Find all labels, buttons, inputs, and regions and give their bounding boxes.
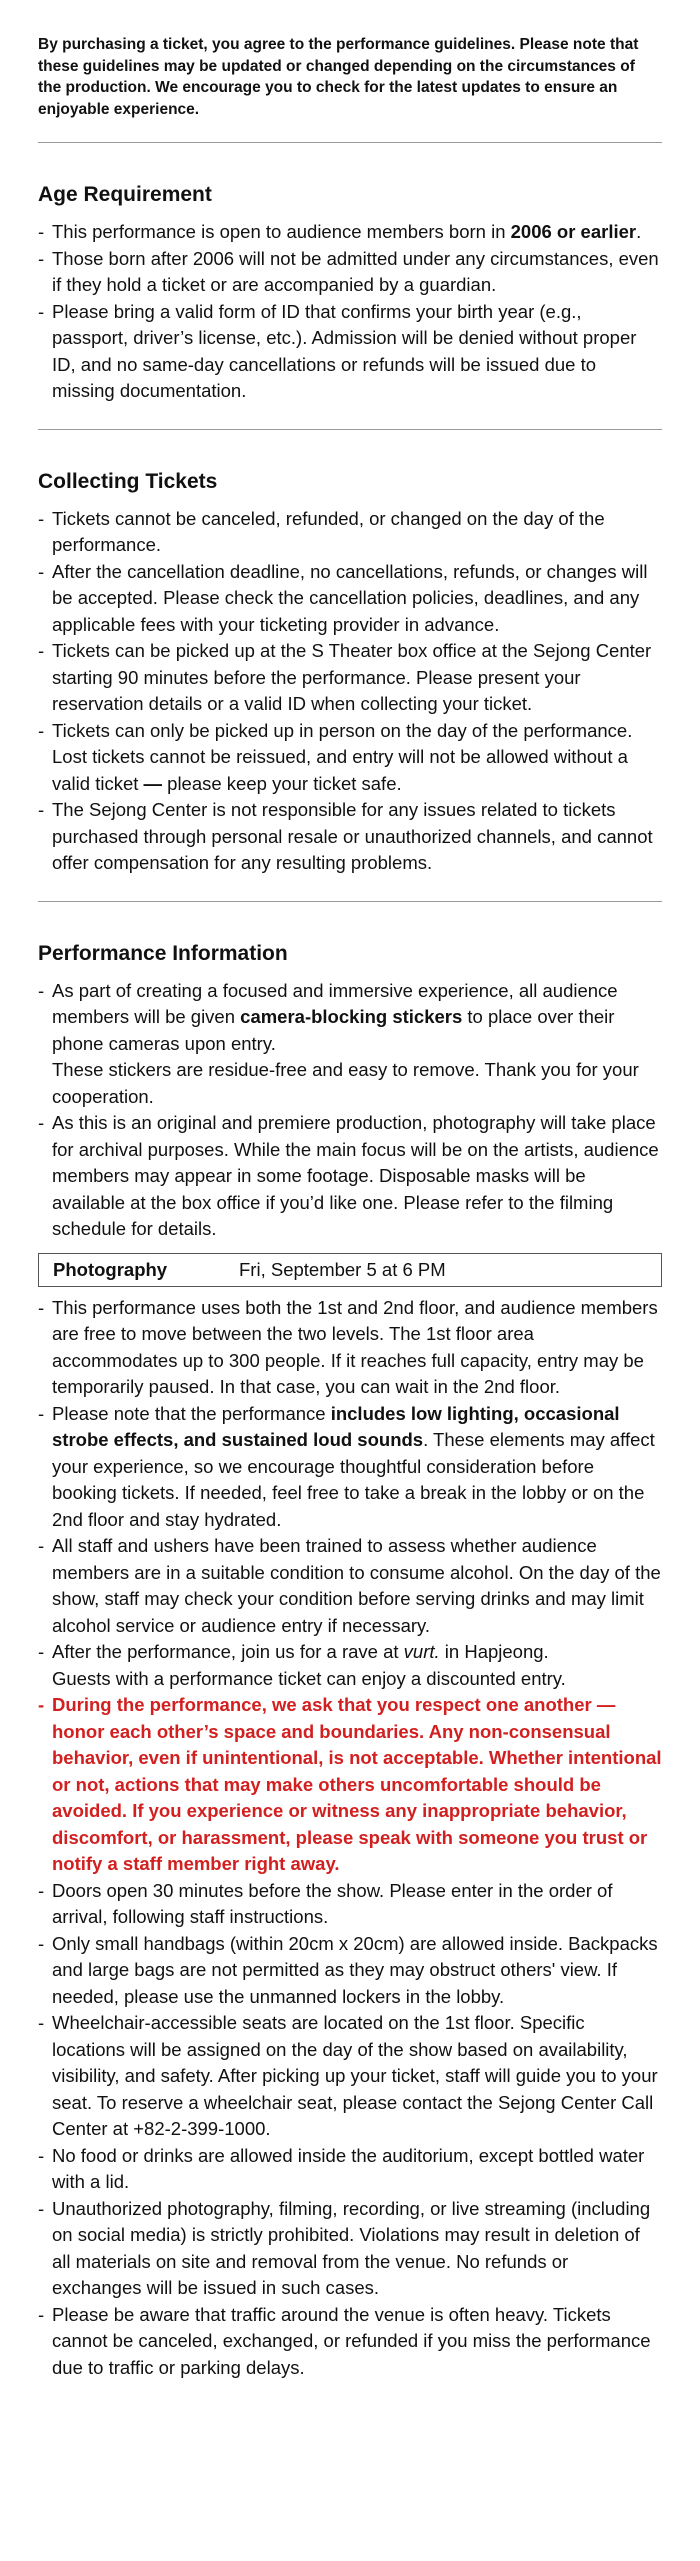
- list-item: - As this is an original and premiere production, photography will take place for archival purposes. While the main focus will be on the artists, audience members may appear in some footage. Disposable masks will be available at the box office if you’d like one. Please refer to the filming schedule for details.: [38, 1110, 662, 1243]
- list-item: - The Sejong Center is not responsible for any issues related to tickets purchased through personal resale or unauthorized channels, and cannot offer compensation for any resulting problems.: [38, 797, 662, 877]
- intro-notice: By purchasing a ticket, you agree to the performance guidelines. Please note that these guidelines may be updated or changed depending on the circumstances of the production. We encourage you to check for the latest updates to ensure an enjoyable experience.: [38, 36, 639, 118]
- list-item: - Tickets can be picked up at the S Theater box office at the Sejong Center starting 90 minutes before the performance. Please present your reservation details or a valid ID when collecting your ticket.: [38, 638, 662, 718]
- list-item: - All staff and ushers have been trained to assess whether audience members are in a suitable condition to consume alcohol. On the day of the show, staff may check your condition before serving drinks and may limit alcohol service or audience entry if necessary.: [38, 1533, 662, 1639]
- list-item: - Tickets cannot be canceled, refunded, or changed on the day of the performance.: [38, 506, 662, 559]
- section-title: Age Requirement: [38, 183, 212, 206]
- section-title: Collecting Tickets: [38, 469, 218, 493]
- list-item: - This performance uses both the 1st and 2nd floor, and audience members are free to move between the two levels. The 1st floor area accommodates up to 300 people. If it reaches full capacity, entry may be temporarily paused. In that case, you can wait in the 2nd floor.: [38, 1295, 662, 1401]
- list-item: - After the performance, join us for a rave at vurt. in Hapjeong. Guests with a performance ticket can enjoy a discounted entry.: [38, 1639, 662, 1692]
- list-item: - After the cancellation deadline, no cancellations, refunds, or changes will be accepted. Please check the cancellation policies, deadlines, and any applicable fees with your ticketing provider in advance.: [38, 559, 662, 639]
- sections-container: [38, 142, 662, 2405]
- list-item: - Please be aware that traffic around the venue is often heavy. Tickets cannot be canceled, exchanged, or refunded if you miss the performance due to traffic or parking delays.: [38, 2302, 662, 2382]
- section-age-requirement: [38, 143, 662, 429]
- list-item: - Only small handbags (within 20cm x 20cm) are allowed inside. Backpacks and large bags are not permitted as they may obstruct others' view. If needed, please use the unmanned lockers in the lobby.: [38, 1931, 662, 2011]
- photography-schedule-box: [38, 1253, 662, 1287]
- list-item: - Wheelchair-accessible seats are located on the 1st floor. Specific locations will be assigned on the day of the show based on availability, visibility, and safety. After picking up your ticket, staff will guide you to your seat. To reserve a wheelchair seat, please contact the Sejong Center Call Center at +82-2-399-1000.: [38, 2010, 662, 2143]
- list-item: - No food or drinks are allowed inside the auditorium, except bottled water with a lid.: [38, 2143, 662, 2196]
- list-item: - This performance is open to audience members born in 2006 or earlier.: [38, 219, 662, 246]
- section-collecting-tickets: [38, 430, 662, 901]
- list-item: - As part of creating a focused and immersive experience, all audience members will be given camera-blocking stickers to place over their phone cameras upon entry. These stickers are residue-free and easy to remove. Thank you for your cooperation.: [38, 978, 662, 1111]
- list-item: - Please note that the performance includes low lighting, occasional strobe effects, and sustained loud sounds. These elements may affect your experience, so we encourage thoughtful consideration before booking tickets. If needed, feel free to take a break in the lobby or on the 2nd floor and stay hydrated.: [38, 1401, 662, 1534]
- guideline-list: [38, 506, 662, 877]
- schedule-label: Photography: [53, 1258, 168, 1280]
- list-item: - Tickets can only be picked up in person on the day of the performance. Lost tickets cannot be reissued, and entry will not be allowed without a valid ticket — please keep your ticket safe.: [38, 718, 662, 798]
- list-item: - Unauthorized photography, filming, recording, or live streaming (including on social media) is strictly prohibited. Violations may result in deletion of all materials on site and removal from the venue. No refunds or exchanges will be issued in such cases.: [38, 2196, 662, 2302]
- guideline-list: [38, 219, 662, 405]
- conduct-alert-item: - During the performance, we ask that you respect one another — honor each other’s space and boundaries. Any non-consensual behavior, even if unintentional, is not acceptable. Whether intentional or not, actions that may make others uncomfortable should be avoided. If you experience or witness any inappropriate behavior, discomfort, or harassment, please speak with someone you trust or notify a staff member right away.: [38, 1692, 662, 1878]
- section-performance-information: [38, 902, 662, 2406]
- guideline-list: [38, 978, 662, 2382]
- schedule-value: Fri, September 5 at 6 PM: [239, 1258, 446, 1280]
- list-item: - Those born after 2006 will not be admitted under any circumstances, even if they hold a ticket or are accompanied by a guardian.: [38, 246, 662, 299]
- section-title: Performance Information: [38, 941, 288, 965]
- list-item: - Please bring a valid form of ID that confirms your birth year (e.g., passport, driver’s license, etc.). Admission will be denied without proper ID, and no same-day cancellations or refunds will be issued due to missing documentation.: [38, 299, 662, 405]
- list-item: - Doors open 30 minutes before the show. Please enter in the order of arrival, following staff instructions.: [38, 1878, 662, 1931]
- guidelines-document: [38, 34, 662, 2405]
